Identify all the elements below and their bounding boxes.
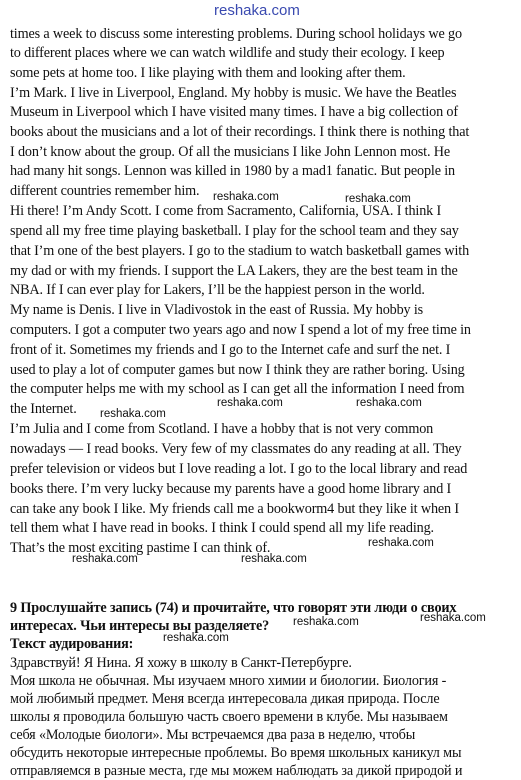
text-line: Museum in Liverpool which I have visited many times. I have a big collection of: [10, 104, 458, 120]
text-line: себя «Молодые биологи». Мы встречаемся два раза в неделю, чтобы: [10, 727, 416, 743]
text-line: tell them what I have read in books. I think I could spend all my life reading.: [10, 520, 434, 536]
text-line: I don’t know about the group. Of all the musicians I like John Lennon most. He: [10, 144, 450, 160]
watermark: reshaka.com: [356, 397, 422, 409]
text-line: мой любимый предмет. Меня всегда интересовала дикая природа. После: [10, 691, 440, 707]
text-line: the Internet.: [10, 401, 77, 417]
watermark: reshaka.com: [368, 537, 434, 549]
transcript-heading: Текст аудирования:: [10, 636, 134, 652]
watermark: reshaka.com: [100, 408, 166, 420]
text-line: computers. I got a computer two years ago and now I spend a lot of my free time in: [10, 322, 471, 338]
text-line: can take any book I like. My friends call me a bookworm4 but they like it when I: [10, 501, 459, 517]
text-line: Здравствуй! Я Нина. Я хожу в школу в Санкт-Петербурге.: [10, 655, 352, 671]
watermark-header: reshaka.com: [214, 2, 300, 19]
text-line: front of it. Sometimes my friends and I go to the Internet cafe and surf the net. I: [10, 342, 451, 358]
text-line: to different places where we can watch wildlife and study their ecology. I keep: [10, 45, 445, 61]
task-heading: интересах. Чьи интересы вы разделяете?: [10, 618, 270, 634]
text-line: nowadays — I read books. Very few of my classmates do any reading at all. They: [10, 441, 462, 457]
text-line: I’m Julia and I come from Scotland. I have a hobby that is not very common: [10, 421, 434, 437]
watermark: reshaka.com: [345, 193, 411, 205]
task-heading: 9 Прослушайте запись (74) и прочитайте, что говорят эти люди о своих: [10, 600, 457, 616]
watermark: reshaka.com: [241, 553, 307, 565]
text-line: spend all my free time playing basketball. I play for the school team and they say: [10, 223, 459, 239]
watermark: reshaka.com: [163, 632, 229, 644]
text-line: that I’m one of the best players. I go to the stadium to watch basketball games with: [10, 243, 470, 259]
text-line: NBA. If I can ever play for Lakers, I’ll be the happiest person in the world.: [10, 282, 425, 298]
text-line: That’s the most exciting pastime I can think of.: [10, 540, 271, 556]
text-line: обсудить некоторые интересные проблемы. Во время школьных каникул мы: [10, 745, 462, 761]
text-line: different countries remember him.: [10, 183, 200, 199]
watermark: reshaka.com: [420, 612, 486, 624]
text-line: had many hit songs. Lennon was killed in 1980 by a mad1 fanatic. But people in: [10, 163, 455, 179]
text-line: prefer television or videos but I love reading a lot. I go to the local library and read: [10, 461, 468, 477]
text-line: books there. I’m very lucky because my parents have a good home library and I: [10, 481, 452, 497]
text-line: books about the musicians and a lot of their recordings. I think there is nothing that: [10, 124, 470, 140]
text-line: школы я проводила большую часть своего времени в клубе. Мы называем: [10, 709, 448, 725]
text-line: times a week to discuss some interesting problems. During school holidays we go: [10, 26, 462, 42]
text-line: the computer helps me with my school as I can get all the information I need from: [10, 381, 465, 397]
watermark: reshaka.com: [293, 616, 359, 628]
watermark: reshaka.com: [217, 397, 283, 409]
watermark: reshaka.com: [72, 553, 138, 565]
text-line: my dad or with my friends. I support the LA Lakers, they are the best team in the: [10, 263, 458, 279]
text-line: used to play a lot of computer games but now I think they are rather boring. Using: [10, 362, 465, 378]
text-line: My name is Denis. I live in Vladivostok in the east of Russia. My hobby is: [10, 302, 424, 318]
text-line: I’m Mark. I live in Liverpool, England. My hobby is music. We have the Beatles: [10, 85, 457, 101]
text-line: some pets at home too. I like playing with them and looking after them.: [10, 65, 406, 81]
text-line: отправляемся в разные места, где мы можем наблюдать за дикой природой и: [10, 763, 463, 779]
text-line: Моя школа не обычная. Мы изучаем много химии и биологии. Биология -: [10, 673, 447, 689]
watermark: reshaka.com: [213, 191, 279, 203]
text-line: Hi there! I’m Andy Scott. I come from Sacramento, California, USA. I think I: [10, 203, 442, 219]
